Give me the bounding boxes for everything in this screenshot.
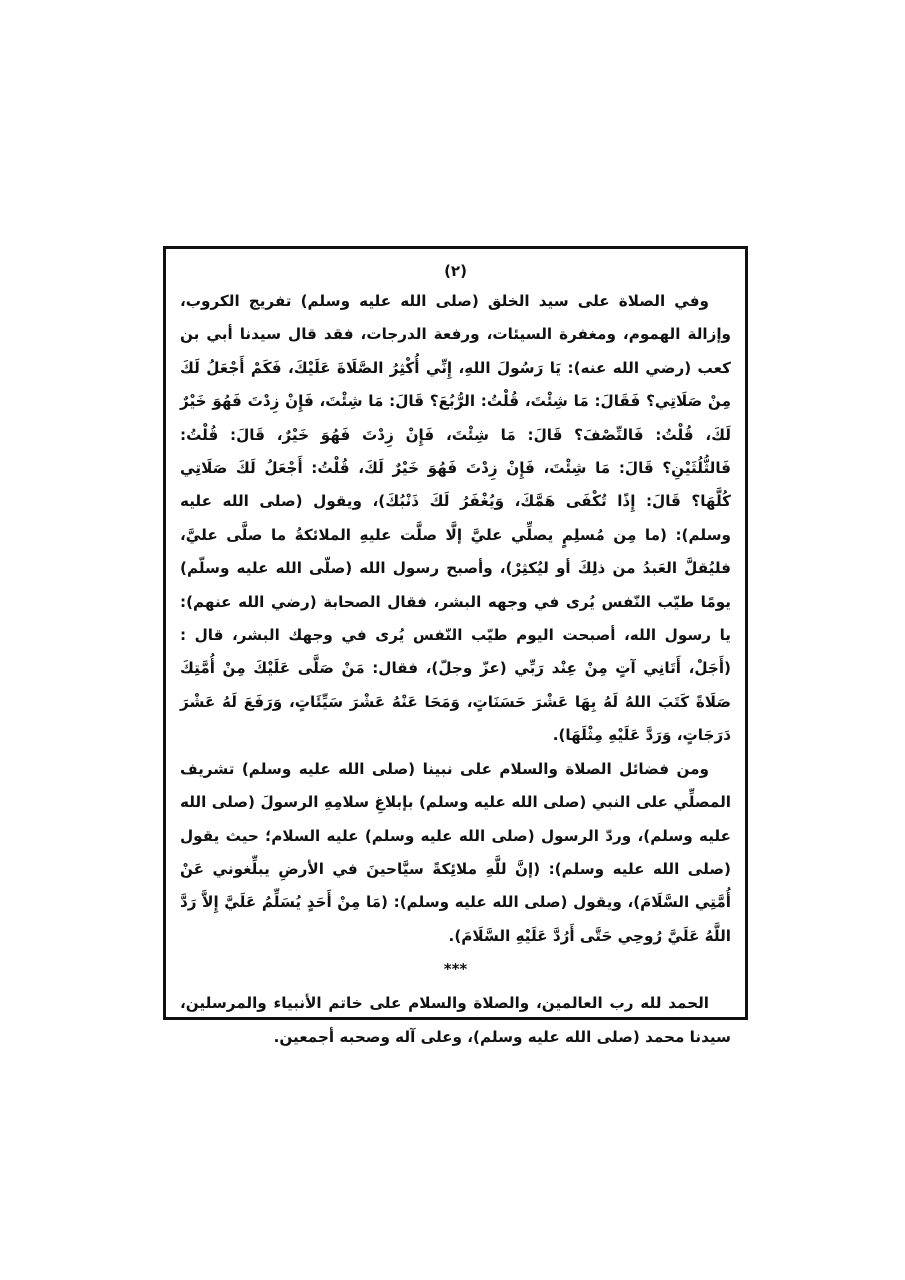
closing-paragraph: الحمد لله رب العالمين، والصلاة والسلام على خاتم الأنبياء والمرسلين، سيدنا محمد (صلى الله عليه وسلم)، وعلى آله وصحبه أجمعين.: [180, 994, 731, 1046]
page-frame: [163, 246, 748, 1046]
page-number: (٢): [444, 262, 467, 280]
paragraph-salat-virtues: ومن فضائل الصلاة والسلام على نبينا (صلى الله عليه وسلم) تشريف المصلِّي على النبي (صلى الله عليه وسلم) بإبلاغِ سلامِهِ الرسولَ (صلى الله عليه وسلم)، وردّ الرسول (صلى الله عليه وسلم) عليه السلام؛ حيث يقول (صلى الله عليه وسلم): (إنَّ للَّهِ ملائِكةً سيَّاحينَ في الأرضِ يبلِّغوني عَنْ أُمَّتِي السَّلَامَ)، ويقول (صلى الله عليه وسلم): (مَا مِنْ أَحَدٍ يُسَلِّمُ عَلَيَّ إِلاَّ رَدَّ اللَّهُ عَلَيَّ رُوحِي حَتَّى أَرُدَّ عَلَيْهِ السَّلَامَ).: [180, 759, 731, 945]
section-separator: ***: [443, 960, 468, 979]
paragraph-salat-benefits: وفي الصلاة على سيد الخلق (صلى الله عليه وسلم) تفريج الكروب، وإزالة الهموم، ومغفرة السيئات، ورفعة الدرجات، فقد قال سيدنا أبي بن كعب (رضي الله عنه): يَا رَسُولَ اللهِ، إِنِّي أُكْثِرُ الصَّلَاةَ عَلَيْكَ، فَكَمْ أَجْعَلُ لَكَ مِنْ صَلَاتِي؟ فَقَالَ: مَا شِئْتَ، قُلْتُ: الرُّبُعَ؟ قَالَ: مَا شِئْتَ، فَإِنْ زِدْتَ فَهُوَ خَيْرٌ لَكَ، قُلْتُ: فَالنِّصْفَ؟ قَالَ: مَا شِئْتَ، فَإِنْ زِدْتَ فَهُوَ خَيْرٌ، قَالَ: قُلْتُ: فَالثُّلُثَيْنِ؟ قَالَ: مَا شِئْتَ، فَإِنْ زِدْتَ فَهُوَ خَيْرٌ لَكَ، قُلْتُ: أَجْعَلُ لَكَ صَلَاتِي كُلَّهَا؟ قَالَ: إِذًا تُكْفَى هَمَّكَ، وَيُغْفَرُ لَكَ ذَنْبُكَ)، ويقول (صلى الله عليه وسلم): (ما مِن مُسلِمٍ يصلِّي عليَّ إلَّا صلَّت عليهِ الملائكةُ ما صلَّى عليَّ، فليُقلَّ العَبدُ من ذلِكَ أو ليُكثِرْ)، وأصبح رسول الله (صلّى الله عليه وسلّم) يومًا طيّب النّفس يُرى في وجهه البشر، فقال الصحابة (رضي الله عنهم): يا رسول الله، أصبحت اليوم طيّب النّفس يُرى في وجهك البشر، قال : (أَجَلْ، أَتَانِي آتٍ مِنْ عِنْد رَبِّي (عزّ وجلّ)، فقال: مَنْ صَلَّى عَلَيْكَ مِنْ أُمَّتِكَ صَلَاةً كَتَبَ اللهُ لَهُ بِهَا عَشْرَ حَسَنَاتٍ، وَمَحَا عَنْهُ عَشْرَ سَيِّئَاتٍ، وَرَفَعَ لَهُ عَشْرَ دَرَجَاتٍ، وَرَدَّ عَلَيْهِ مِثْلَهَا).: [180, 292, 731, 745]
